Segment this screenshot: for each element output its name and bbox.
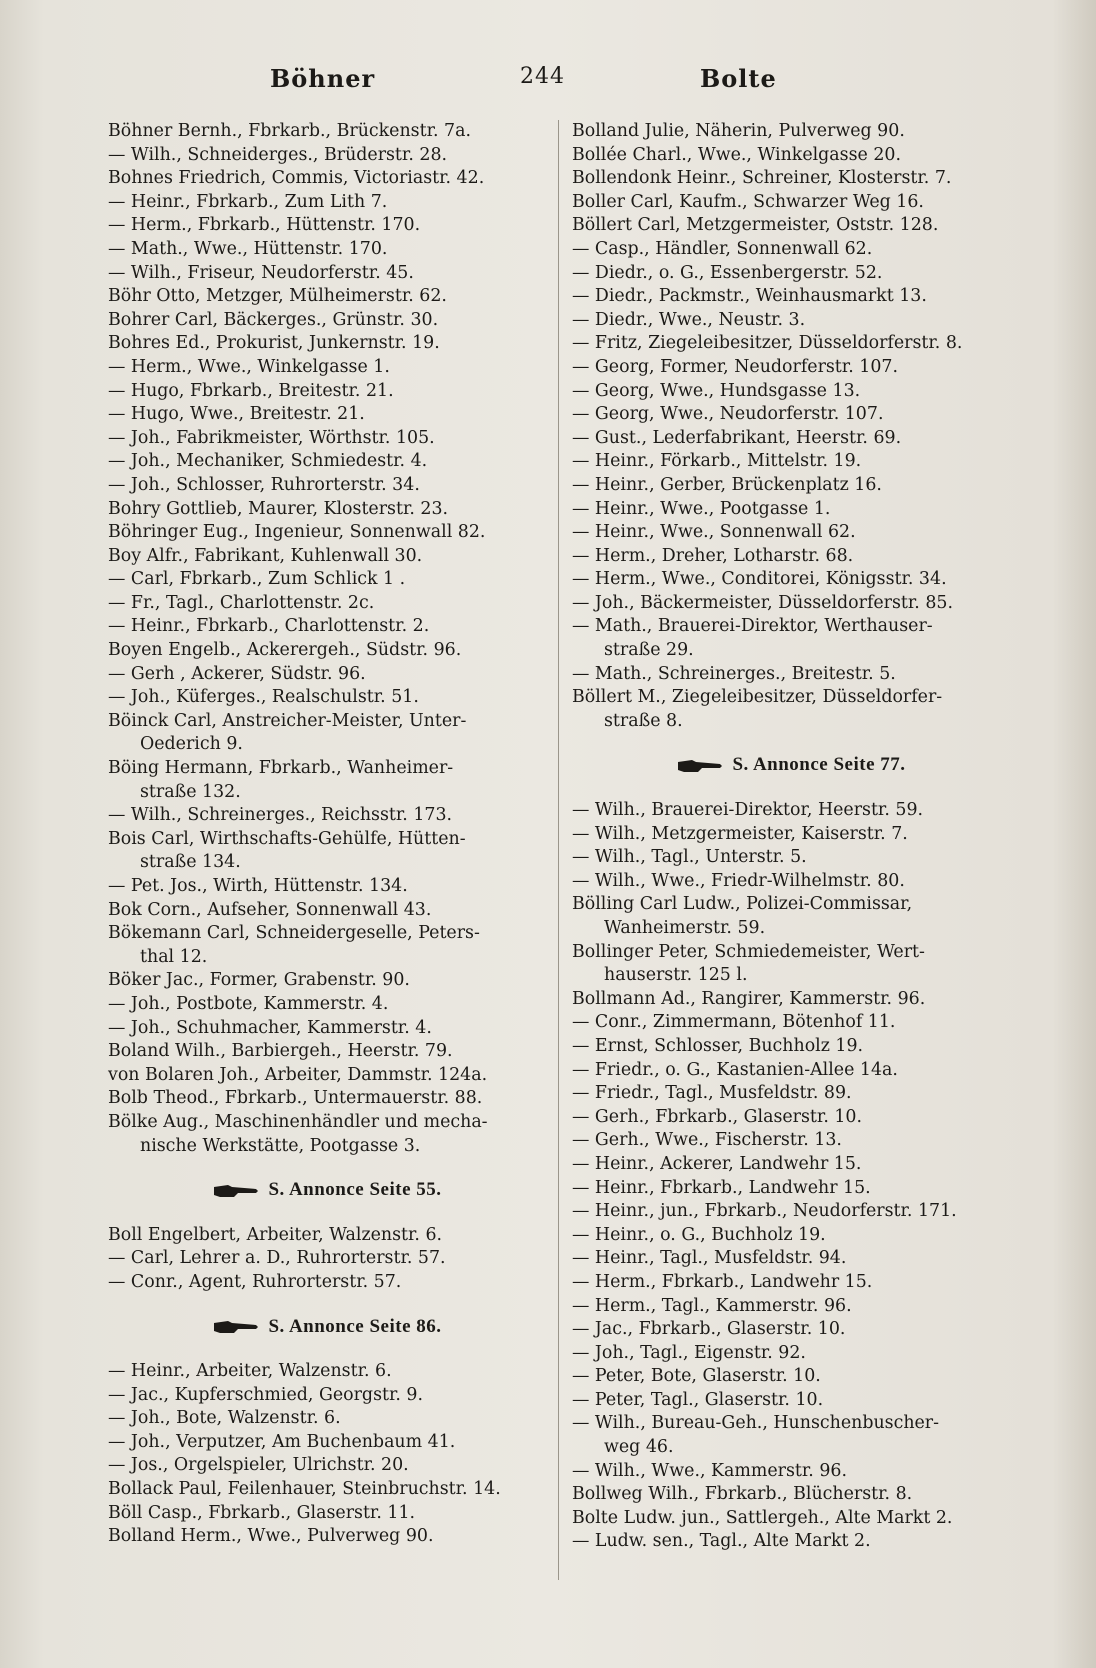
entry-text: Bolte Ludw. jun., Sattlergeh., Alte Markt 2.	[572, 1507, 953, 1528]
directory-entry	[108, 238, 548, 262]
directory-entry	[572, 1295, 1012, 1319]
entry-text: — Herm., Fbrkarb., Hüttenstr. 170.	[108, 215, 421, 236]
entry-text: Bökemann Carl, Schneidergeselle, Peters-	[108, 923, 480, 944]
entry-text: Bohnes Friedrich, Commis, Victoriastr. 42.	[108, 168, 485, 189]
entry-text: Böhr Otto, Metzger, Mülheimerstr. 62.	[108, 286, 447, 307]
entry-text: — Joh., Bote, Walzenstr. 6.	[108, 1408, 341, 1429]
directory-entry	[108, 592, 548, 616]
entry-text: — Ludw. sen., Tagl., Alte Markt 2.	[572, 1531, 871, 1552]
directory-entry	[572, 1153, 1012, 1177]
directory-entry	[572, 1247, 1012, 1271]
entry-text: — Heinr., Wwe., Pootgasse 1.	[572, 498, 831, 519]
directory-entry	[572, 823, 1012, 847]
directory-entry	[108, 214, 548, 238]
directory-entry	[108, 1247, 548, 1271]
entry-continuation: straße 8.	[604, 710, 683, 731]
directory-entry	[572, 521, 1012, 545]
entry-continuation: thal 12.	[140, 946, 208, 967]
entry-text: — Joh., Küferges., Realschulstr. 51.	[108, 687, 419, 708]
entry-text: — Pet. Jos., Wirth, Hüttenstr. 134.	[108, 876, 408, 896]
entry-continuation: nische Werkstätte, Pootgasse 3.	[140, 1135, 421, 1156]
entry-text: — Carl, Lehrer a. D., Ruhrorterstr. 57.	[108, 1248, 446, 1269]
directory-entry	[108, 969, 548, 993]
directory-entry	[572, 1106, 1012, 1130]
directory-entry	[572, 1129, 1012, 1153]
directory-entry	[108, 922, 548, 969]
entry-text: Bollée Charl., Wwe., Winkelgasse 20.	[572, 144, 902, 165]
entry-text: — Fritz, Ziegeleibesitzer, Düsseldorferstr. 8.	[572, 333, 963, 354]
entry-text: Bollendonk Heinr., Schreiner, Klosterstr. 7.	[572, 168, 952, 189]
entry-text: — Heinr., Fbrkarb., Charlottenstr. 2.	[108, 616, 430, 637]
directory-entry	[572, 1177, 1012, 1201]
directory-entry	[572, 568, 1012, 592]
entry-text: — Heinr., Arbeiter, Walzenstr. 6.	[108, 1361, 392, 1382]
directory-entry	[572, 262, 1012, 286]
entry-text: — Math., Brauerei-Direktor, Werthauser-	[572, 616, 933, 637]
entry-text: Bohrer Carl, Bäckerges., Grünstr. 30.	[108, 309, 439, 330]
entry-text: — Jos., Orgelspieler, Ulrichstr. 20.	[108, 1455, 409, 1476]
entry-text: Bohry Gottlieb, Maurer, Klosterstr. 23.	[108, 498, 449, 519]
entry-text: Böll Casp., Fbrkarb., Glaserstr. 11.	[108, 1502, 416, 1523]
directory-entry	[108, 498, 548, 522]
page-header	[0, 64, 1096, 104]
directory-entry	[108, 899, 548, 923]
entry-text: — Georg, Wwe., Neudorferstr. 107.	[572, 404, 884, 425]
entry-text: — Casp., Händler, Sonnenwall 62.	[572, 238, 873, 259]
entry-text: — Georg, Wwe., Hundsgasse 13.	[572, 380, 861, 401]
entry-text: — Gerh , Ackerer, Südstr. 96.	[108, 663, 366, 684]
directory-entry	[108, 144, 548, 168]
entry-text: — Joh., Tagl., Eigenstr. 92.	[572, 1342, 806, 1363]
entry-text: — Herm., Wwe., Winkelgasse 1.	[108, 356, 390, 377]
annonce-reference	[572, 753, 1012, 777]
directory-entry	[572, 1342, 1012, 1366]
directory-entry	[572, 1271, 1012, 1295]
entry-text: — Herm., Fbrkarb., Landwehr 15.	[572, 1271, 873, 1292]
entry-text: — Gust., Lederfabrikant, Heerstr. 69.	[572, 427, 902, 448]
entry-text: — Diedr., o. G., Essenbergerstr. 52.	[572, 262, 883, 283]
directory-entry	[108, 1431, 548, 1455]
entry-text: Böinck Carl, Anstreicher-Meister, Unter-	[108, 710, 467, 731]
entry-text: — Wilh., Metzgermeister, Kaiserstr. 7.	[572, 823, 908, 844]
directory-entry	[572, 356, 1012, 380]
entry-text: — Wilh., Bureau-Geh., Hunschenbuscher-	[572, 1413, 939, 1434]
entry-text: — Wilh., Wwe., Friedr-Wilhelmstr. 80.	[572, 870, 905, 891]
entry-text: — Conr., Agent, Ruhrorterstr. 57.	[108, 1271, 402, 1292]
entry-text: Böhringer Eug., Ingenieur, Sonnenwall 82.	[108, 522, 486, 543]
entry-text: Böllert M., Ziegeleibesitzer, Düsseldorfer-	[572, 687, 943, 708]
directory-entry	[108, 663, 548, 687]
directory-entry	[572, 988, 1012, 1012]
directory-entry	[572, 1365, 1012, 1389]
entry-text: — Herm., Dreher, Lotharstr. 68.	[572, 545, 854, 566]
pointing-hand-icon	[214, 1320, 258, 1334]
pointing-hand-icon	[214, 1184, 258, 1198]
entry-text: — Carl, Fbrkarb., Zum Schlick 1 .	[108, 569, 406, 590]
directory-entry	[108, 875, 548, 899]
entry-text: — Heinr., o. G., Buchholz 19.	[572, 1224, 826, 1245]
directory-entry	[572, 498, 1012, 522]
entry-text: Bolland Julie, Näherin, Pulverweg 90.	[572, 121, 905, 141]
entry-text: Boy Alfr., Fabrikant, Kuhlenwall 30.	[108, 545, 423, 566]
right-column	[572, 120, 1012, 1554]
annonce-text: S. Annonce Seite 55.	[268, 1179, 442, 1201]
entry-text: Bollinger Peter, Schmiedemeister, Wert-	[572, 941, 925, 962]
directory-entry	[572, 403, 1012, 427]
entry-text: — Wilh., Tagl., Unterstr. 5.	[572, 847, 807, 868]
directory-entry	[572, 144, 1012, 168]
left-column	[108, 120, 548, 1549]
entry-text: — Gerh., Wwe., Fischerstr. 13.	[572, 1130, 842, 1151]
entry-text: — Friedr., o. G., Kastanien-Allee 14a.	[572, 1059, 898, 1080]
entry-text: Bölke Aug., Maschinenhändler und mecha-	[108, 1111, 488, 1132]
entry-text: — Gerh., Fbrkarb., Glaserstr. 10.	[572, 1106, 863, 1127]
directory-entry	[108, 757, 548, 804]
entry-text: Bollweg Wilh., Fbrkarb., Blücherstr. 8.	[572, 1484, 913, 1505]
entry-text: — Joh., Bäckermeister, Düsseldorferstr. 85.	[572, 592, 954, 613]
directory-entry	[108, 427, 548, 451]
directory-entry	[108, 804, 548, 828]
directory-entry	[572, 1318, 1012, 1342]
entry-text: Bohres Ed., Prokurist, Junkernstr. 19.	[108, 333, 440, 354]
entry-text: — Friedr., Tagl., Musfeldstr. 89.	[572, 1083, 852, 1104]
directory-entry	[108, 1224, 548, 1248]
directory-entry	[572, 1483, 1012, 1507]
directory-entry	[108, 1525, 548, 1549]
entry-text: — Conr., Zimmermann, Bötenhof 11.	[572, 1012, 896, 1033]
entry-text: Boller Carl, Kaufm., Schwarzer Weg 16.	[572, 191, 924, 212]
directory-entry	[108, 568, 548, 592]
entry-text: Bölling Carl Ludw., Polizei-Commissar,	[572, 894, 913, 915]
directory-entry	[108, 120, 548, 144]
directory-entry	[572, 214, 1012, 238]
directory-entry	[108, 309, 548, 333]
entry-continuation: straße 132.	[140, 781, 241, 802]
entry-text: Böing Hermann, Fbrkarb., Wanheimer-	[108, 758, 454, 779]
entry-continuation: Oederich 9.	[140, 734, 243, 755]
directory-entry	[572, 474, 1012, 498]
entry-text: — Diedr., Packmstr., Weinhausmarkt 13.	[572, 286, 927, 307]
directory-entry	[108, 1360, 548, 1384]
entry-text: Böllert Carl, Metzgermeister, Oststr. 128.	[572, 215, 939, 236]
directory-entry	[108, 1407, 548, 1431]
directory-entry	[572, 846, 1012, 870]
directory-entry	[572, 120, 1012, 144]
entry-text: Bollmann Ad., Rangirer, Kammerstr. 96.	[572, 988, 926, 1009]
directory-entry	[572, 1224, 1012, 1248]
directory-entry	[572, 893, 1012, 940]
directory-entry	[572, 1389, 1012, 1413]
entry-text: — Peter, Tagl., Glaserstr. 10.	[572, 1389, 824, 1410]
directory-entry	[572, 309, 1012, 333]
entry-text: — Heinr., Wwe., Sonnenwall 62.	[572, 522, 856, 543]
directory-entry	[108, 167, 548, 191]
entry-text: Bok Corn., Aufseher, Sonnenwall 43.	[108, 899, 432, 920]
entry-text: — Fr., Tagl., Charlottenstr. 2c.	[108, 592, 375, 613]
entry-text: — Wilh., Schneiderges., Brüderstr. 28.	[108, 144, 448, 165]
directory-entry	[572, 545, 1012, 569]
directory-entry	[108, 474, 548, 498]
directory-entry	[572, 1011, 1012, 1035]
entry-text: — Heinr., Ackerer, Landwehr 15.	[572, 1153, 862, 1174]
entry-text: — Wilh., Wwe., Kammerstr. 96.	[572, 1460, 848, 1481]
entry-text: — Heinr., Tagl., Musfeldstr. 94.	[572, 1248, 847, 1269]
directory-entry	[572, 941, 1012, 988]
page-number: 244	[520, 64, 565, 89]
directory-entry	[572, 615, 1012, 662]
directory-entry	[108, 615, 548, 639]
entry-text: — Georg, Former, Neudorferstr. 107.	[572, 356, 898, 377]
directory-entry	[108, 356, 548, 380]
annonce-text: S. Annonce Seite 77.	[732, 754, 906, 776]
header-left-keyword: Böhner	[270, 64, 376, 93]
directory-entry	[572, 332, 1012, 356]
directory-entry	[572, 380, 1012, 404]
entry-text: — Heinr., Förkarb., Mittelstr. 19.	[572, 451, 862, 472]
directory-entry	[108, 710, 548, 757]
directory-entry	[108, 993, 548, 1017]
directory-entry	[572, 427, 1012, 451]
directory-entry	[572, 1200, 1012, 1224]
entry-text: — Hugo, Wwe., Breitestr. 21.	[108, 404, 365, 425]
header-right-keyword: Bolte	[700, 64, 777, 93]
annonce-text: S. Annonce Seite 86.	[268, 1315, 442, 1337]
directory-entry	[108, 262, 548, 286]
entry-text: — Math., Schreinerges., Breitestr. 5.	[572, 663, 896, 684]
entry-text: — Jac., Kupferschmied, Georgstr. 9.	[108, 1384, 424, 1405]
directory-entry	[108, 191, 548, 215]
annonce-reference	[108, 1178, 548, 1202]
entry-continuation: Wanheimerstr. 59.	[604, 918, 766, 938]
entry-text: — Joh., Mechaniker, Schmiedestr. 4.	[108, 451, 428, 472]
directory-entry	[108, 450, 548, 474]
entry-text: Böker Jac., Former, Grabenstr. 90.	[108, 970, 410, 991]
entry-text: — Math., Wwe., Hüttenstr. 170.	[108, 238, 388, 259]
directory-entry	[572, 1412, 1012, 1459]
directory-entry	[108, 1454, 548, 1478]
directory-entry	[108, 1271, 548, 1295]
entry-text: — Joh., Schuhmacher, Kammerstr. 4.	[108, 1017, 432, 1038]
entry-text: — Joh., Fabrikmeister, Wörthstr. 105.	[108, 427, 435, 448]
entry-text: — Wilh., Schreinerges., Reichsstr. 173.	[108, 805, 453, 826]
directory-entry	[572, 799, 1012, 823]
entry-text: — Herm., Tagl., Kammerstr. 96.	[572, 1295, 852, 1316]
directory-entry	[108, 686, 548, 710]
directory-entry	[108, 1017, 548, 1041]
directory-entry	[108, 285, 548, 309]
directory-entry	[572, 191, 1012, 215]
directory-entry	[572, 663, 1012, 687]
entry-text: — Herm., Wwe., Conditorei, Königsstr. 34.	[572, 569, 947, 590]
directory-entry	[108, 1040, 548, 1064]
directory-entry	[572, 238, 1012, 262]
entry-text: — Jac., Fbrkarb., Glaserstr. 10.	[572, 1319, 846, 1340]
directory-entry	[108, 1478, 548, 1502]
entry-text: Boll Engelbert, Arbeiter, Walzenstr. 6.	[108, 1224, 443, 1245]
directory-entry	[572, 1082, 1012, 1106]
directory-entry	[108, 1502, 548, 1526]
pointing-hand-icon	[678, 759, 722, 773]
entry-text: — Joh., Verputzer, Am Buchenbaum 41.	[108, 1431, 456, 1452]
column-divider	[558, 120, 559, 1580]
directory-entry	[108, 380, 548, 404]
entry-continuation: weg 46.	[604, 1437, 674, 1458]
directory-entry	[572, 1507, 1012, 1531]
directory-entry	[108, 1064, 548, 1088]
directory-entry	[108, 332, 548, 356]
entry-text: — Diedr., Wwe., Neustr. 3.	[572, 309, 806, 330]
entry-text: Bolb Theod., Fbrkarb., Untermauerstr. 88.	[108, 1088, 483, 1109]
directory-entry	[572, 1530, 1012, 1554]
entry-text: von Bolaren Joh., Arbeiter, Dammstr. 124a.	[108, 1064, 488, 1085]
entry-text: — Heinr., Gerber, Brückenplatz 16.	[572, 474, 882, 495]
entry-text: — Wilh., Friseur, Neudorferstr. 45.	[108, 262, 414, 283]
entry-text: — Peter, Bote, Glaserstr. 10.	[572, 1366, 821, 1387]
entry-text: Boyen Engelb., Ackerergeh., Südstr. 96.	[108, 640, 462, 661]
directory-entry	[108, 1384, 548, 1408]
directory-entry	[572, 1035, 1012, 1059]
directory-entry	[572, 285, 1012, 309]
directory-entry	[108, 639, 548, 663]
directory-entry	[108, 828, 548, 875]
entry-text: Bollack Paul, Feilenhauer, Steinbruchstr. 14.	[108, 1479, 501, 1500]
directory-entry	[572, 686, 1012, 733]
entry-text: Bois Carl, Wirthschafts-Gehülfe, Hütten-	[108, 828, 466, 849]
directory-entry	[108, 403, 548, 427]
entry-text: — Joh., Schlosser, Ruhrorterstr. 34.	[108, 474, 420, 495]
directory-entry	[572, 592, 1012, 616]
entry-text: Böhner Bernh., Fbrkarb., Brückenstr. 7a.	[108, 121, 471, 141]
entry-continuation: straße 29.	[604, 640, 694, 661]
entry-text: — Heinr., jun., Fbrkarb., Neudorferstr. 171.	[572, 1201, 957, 1222]
annonce-reference	[108, 1315, 548, 1339]
entry-text: — Wilh., Brauerei-Direktor, Heerstr. 59.	[572, 800, 924, 821]
directory-entry	[108, 1111, 548, 1158]
entry-text: Boland Wilh., Barbiergeh., Heerstr. 79.	[108, 1041, 453, 1062]
entry-text: — Heinr., Fbrkarb., Landwehr 15.	[572, 1177, 871, 1198]
directory-entry	[572, 1059, 1012, 1083]
directory-entry	[572, 450, 1012, 474]
directory-entry	[108, 1087, 548, 1111]
entry-continuation: straße 134.	[140, 852, 241, 873]
directory-entry	[108, 545, 548, 569]
directory-entry	[108, 521, 548, 545]
entry-text: — Ernst, Schlosser, Buchholz 19.	[572, 1035, 864, 1056]
directory-entry	[572, 870, 1012, 894]
directory-entry	[572, 1460, 1012, 1484]
entry-text: Bolland Herm., Wwe., Pulverweg 90.	[108, 1526, 434, 1547]
entry-text: — Joh., Postbote, Kammerstr. 4.	[108, 993, 389, 1014]
entry-continuation: hauserstr. 125 l.	[604, 965, 748, 986]
directory-entry	[572, 167, 1012, 191]
entry-text: — Heinr., Fbrkarb., Zum Lith 7.	[108, 191, 388, 212]
entry-text: — Hugo, Fbrkarb., Breitestr. 21.	[108, 380, 394, 401]
